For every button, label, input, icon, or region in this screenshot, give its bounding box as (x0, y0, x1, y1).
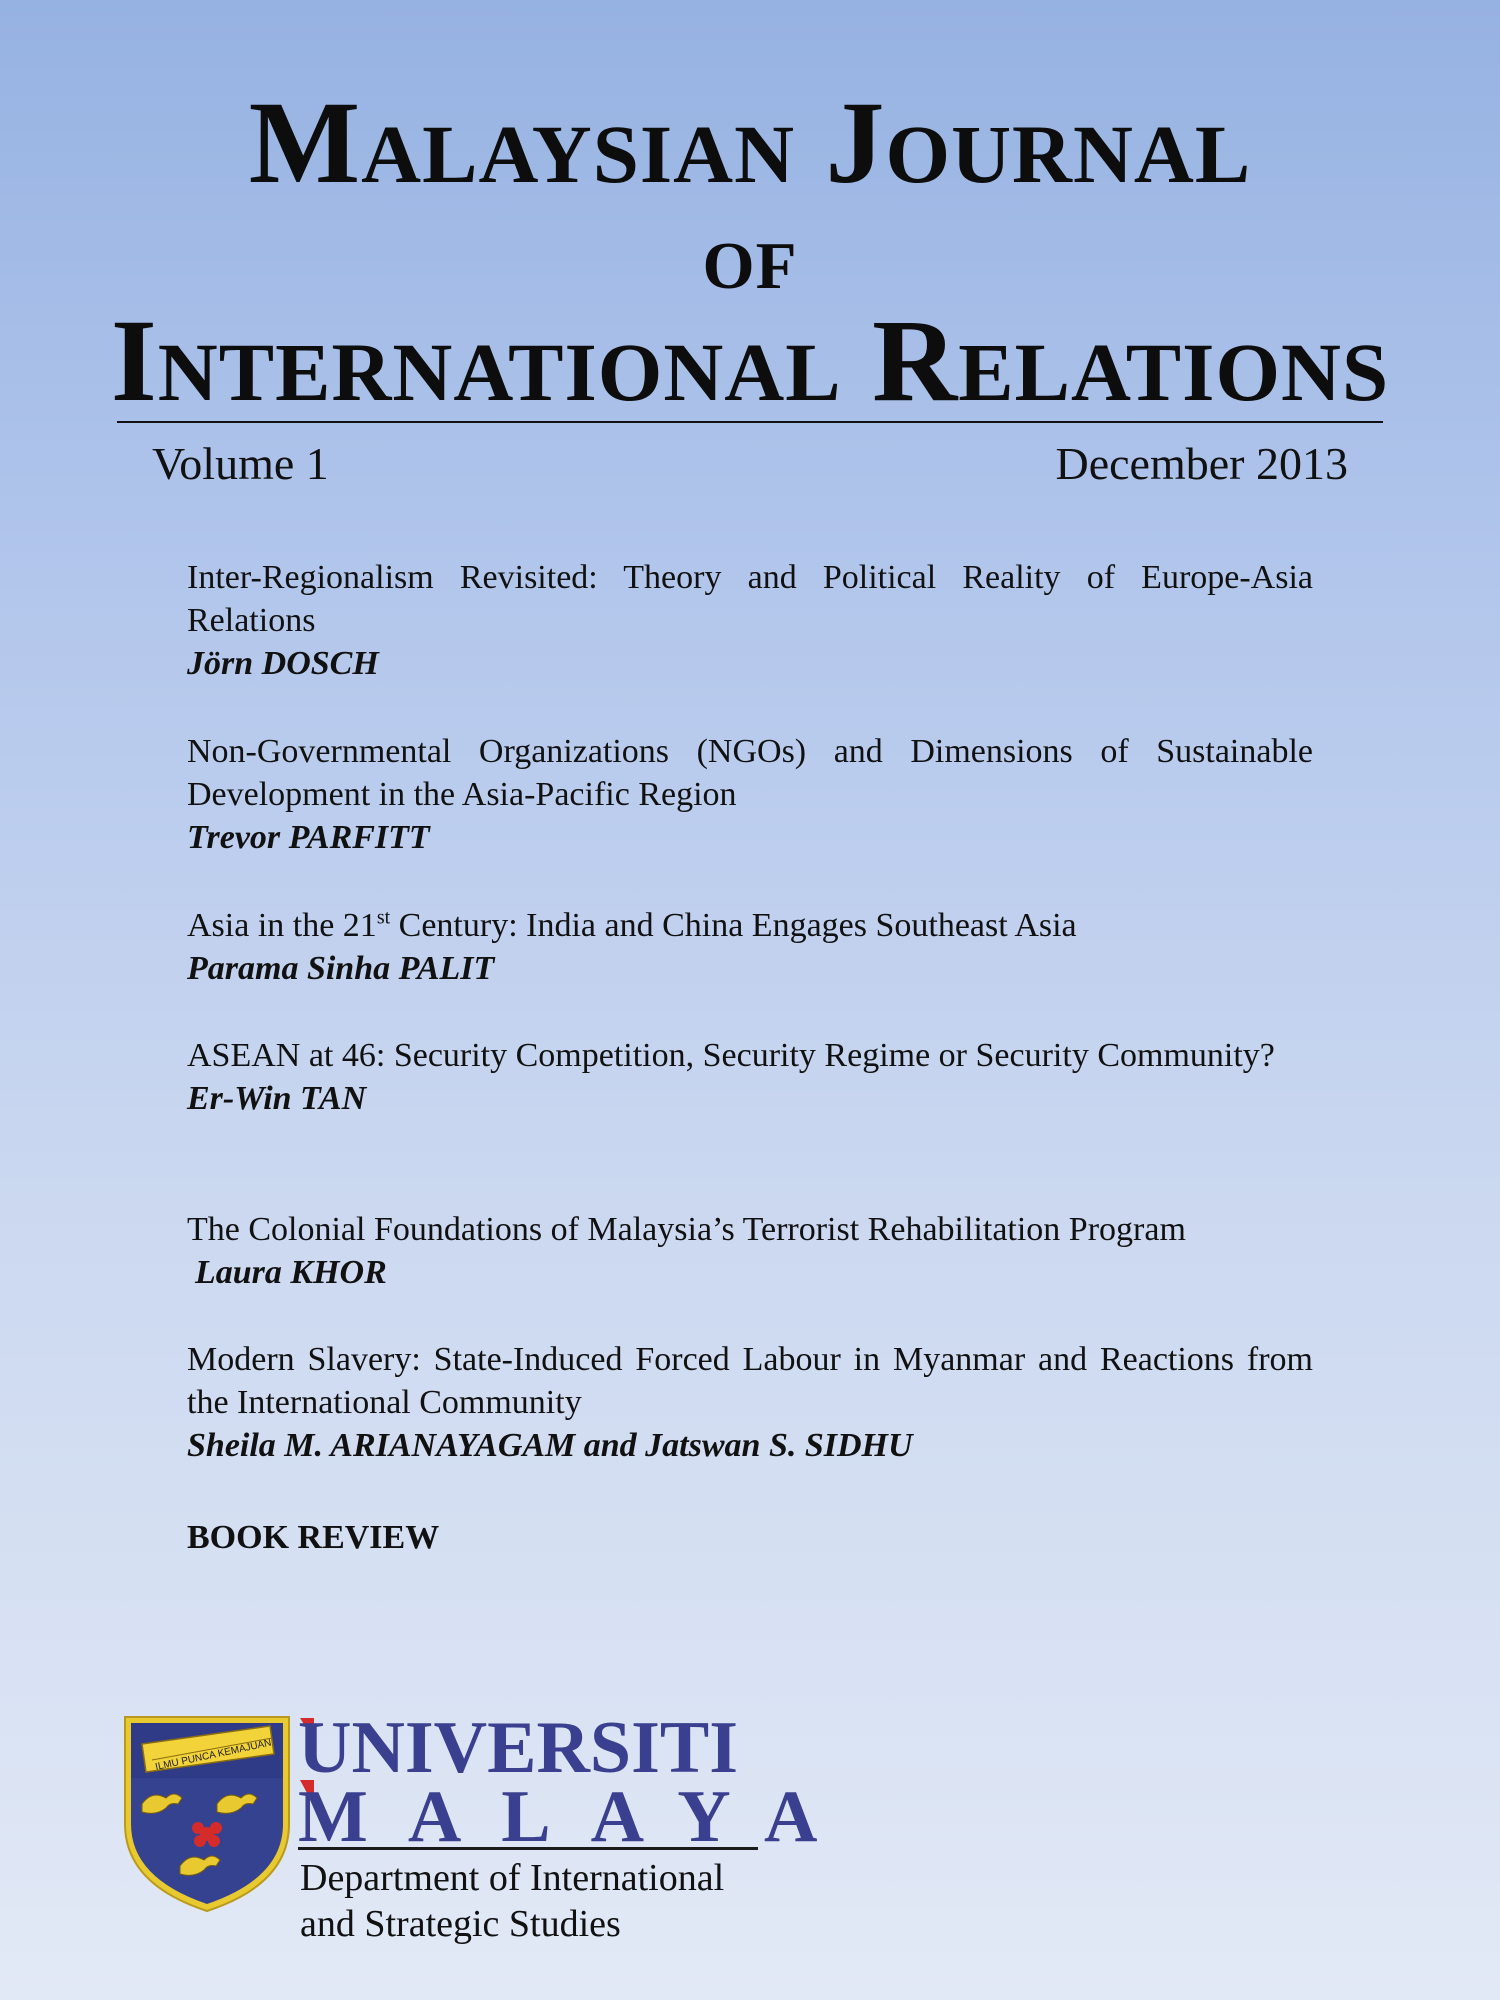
article-author: Parama Sinha PALIT (187, 950, 495, 987)
svg-text:ILMU PUNCA KEMAJUAN: ILMU PUNCA KEMAJUAN (154, 1737, 273, 1773)
title-divider (117, 421, 1383, 423)
journal-title-line1: Malaysian Journal (248, 77, 1252, 208)
logo-divider (298, 1847, 758, 1850)
article-entry (187, 1338, 1313, 1467)
article-author: Er-Win TAN (187, 1080, 367, 1117)
article-entry (187, 1208, 1313, 1294)
article-title: The Colonial Foundations of Malaysia’s Terrorist Rehabilitation Program (187, 1211, 1186, 1248)
article-title: ASEAN at 46: Security Competition, Security Regime or Security Community? (187, 1037, 1275, 1074)
issue-date: December 2013 (1055, 438, 1348, 489)
article-entry (187, 730, 1313, 859)
book-review-heading: BOOK REVIEW (187, 1519, 440, 1556)
university-name-line2: MALAYA (298, 1776, 858, 1858)
article-entry (187, 904, 1313, 990)
article-author: Trevor PARFITT (187, 819, 430, 856)
article-title-part: Asia in the 21 (187, 907, 377, 944)
journal-title-line3: International Relations (110, 295, 1390, 426)
volume-label: Volume 1 (152, 438, 329, 489)
department-line1: Department of International (300, 1857, 725, 1899)
article-entry (187, 556, 1313, 685)
article-title-superscript: st (376, 906, 391, 929)
article-author: Laura KHOR (195, 1254, 387, 1291)
article-title-part: Century: India and China Engages Southeast Asia (390, 907, 1077, 944)
university-name: UNIVERSITI (298, 1707, 739, 1789)
article-entry (187, 1034, 1313, 1120)
book-review-heading-wrap (187, 1516, 1313, 1559)
article-title: Inter-Regionalism Revisited: Theory and Political Reality of Europe-Asia Relations (187, 559, 1313, 639)
article-title: Modern Slavery: State-Induced Forced Labour in Myanmar and Reactions from the International Community (187, 1341, 1313, 1421)
article-author: Sheila M. ARIANAYAGAM and Jatswan S. SIDHU (187, 1427, 913, 1464)
journal-title-line2: of (702, 202, 798, 309)
article-title: Non-Governmental Organizations (NGOs) and Dimensions of Sustainable Development in the Asia-Pacific Region (187, 733, 1313, 813)
article-title (187, 904, 1313, 947)
department-name (300, 1855, 724, 1947)
article-author: Jörn DOSCH (187, 645, 379, 682)
university-crest-icon (122, 1714, 292, 1914)
department-line2: and Strategic Studies (300, 1903, 621, 1945)
